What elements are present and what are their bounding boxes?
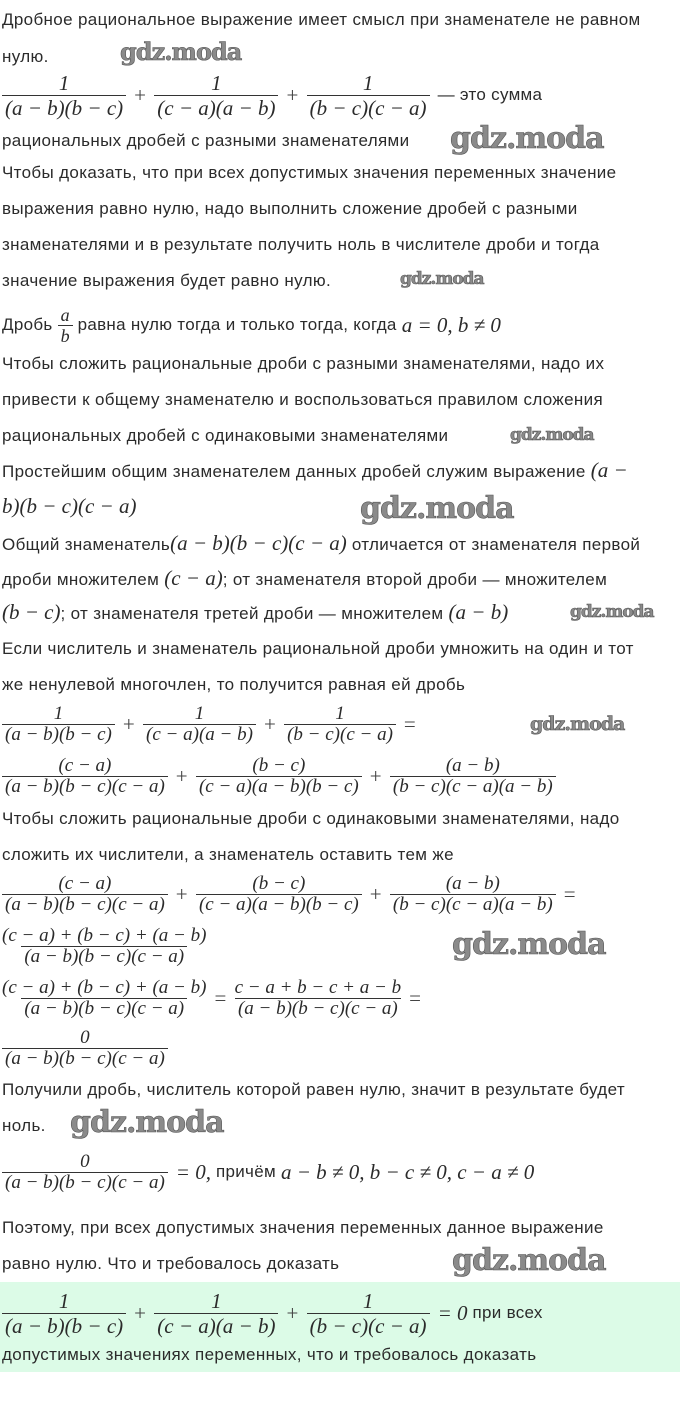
denominator: (a − b)(b − c)(c − a) xyxy=(235,998,401,1019)
text-span: — это сумма xyxy=(437,85,543,104)
fraction xyxy=(196,874,362,915)
equation-row xyxy=(2,869,584,919)
equation-row xyxy=(2,751,556,801)
text-line: нулю. xyxy=(2,47,49,66)
fraction-zero-rule xyxy=(2,300,501,350)
numerator: 1 xyxy=(211,1288,222,1313)
math-operator: + xyxy=(286,82,299,107)
text-line: Получили дробь, числитель которой равен нулю, значит в результате будет xyxy=(2,1080,625,1099)
math-expression: (a − xyxy=(590,458,628,482)
equation-row xyxy=(2,921,206,971)
text-line xyxy=(2,495,136,519)
text-line xyxy=(2,567,607,591)
text-span: ; от знаменателя третей дроби — множителем xyxy=(60,604,444,623)
math-operator: + xyxy=(263,711,277,736)
text-line: значение выражения будет равно нулю. xyxy=(2,271,332,290)
denominator: (a − b)(b − c) xyxy=(2,724,115,745)
fraction xyxy=(2,1289,126,1338)
text-span: Простейшим общим знаменателем данных дробей служим выражение xyxy=(2,462,586,481)
text-line: допустимых значениях переменных, что и требовалось доказать xyxy=(2,1345,537,1364)
text-span: дроби множителем xyxy=(2,570,160,589)
denominator: (a − b)(b − c) xyxy=(2,95,126,120)
watermark: gdz.moda xyxy=(70,1105,224,1140)
math-expression: = 0 xyxy=(437,1300,468,1325)
math-operator: = xyxy=(214,985,227,1010)
denominator: (b − c)(c − a)(a − b) xyxy=(390,776,556,797)
text-line: рациональных дробей с одинаковыми знаменателями xyxy=(2,426,449,445)
text-line: привести к общему знаменателю и воспользоваться правилом сложения xyxy=(2,390,604,409)
math-expression: = 0, xyxy=(175,1159,211,1184)
fraction xyxy=(2,71,126,120)
numerator: (a − b) xyxy=(445,872,500,894)
equation-row xyxy=(2,973,429,1023)
numerator: (a − b) xyxy=(445,754,500,776)
math-operator: + xyxy=(369,763,382,788)
denominator: (b − c)(c − a) xyxy=(284,724,396,745)
fraction xyxy=(2,756,168,797)
numerator: (c − a) + (b − c) + (a − b) xyxy=(2,976,207,998)
fraction xyxy=(307,71,430,120)
fraction xyxy=(307,1289,430,1338)
text-line: Чтобы сложить рациональные дроби с одинаковыми знаменателями, надо xyxy=(2,809,620,828)
denominator: (a − b)(b − c)(c − a) xyxy=(21,946,187,967)
watermark: gdz.moda xyxy=(452,1243,606,1278)
watermark: gdz.moda xyxy=(360,491,514,526)
denominator: (a − b)(b − c)(c − a) xyxy=(2,1172,168,1193)
numerator: 1 xyxy=(211,70,222,95)
fraction xyxy=(154,71,278,120)
equation-row xyxy=(2,1147,534,1197)
math-operator: + xyxy=(134,1300,147,1325)
text-line: же ненулевой многочлен, то получится равная ей дробь xyxy=(2,675,466,694)
fraction xyxy=(2,874,168,915)
fraction xyxy=(154,1289,278,1338)
fraction xyxy=(196,756,362,797)
denominator: (c − a)(a − b)(b − c) xyxy=(196,894,362,915)
denominator: (a − b)(b − c)(c − a) xyxy=(2,894,168,915)
math-operator: + xyxy=(286,1300,299,1325)
denominator: (b − c)(c − a) xyxy=(307,95,430,120)
watermark: gdz.moda xyxy=(120,37,242,66)
math-expression: a = 0, b ≠ 0 xyxy=(401,312,501,337)
denominator: (b − c)(c − a)(a − b) xyxy=(390,894,556,915)
text-span: равна нулю тогда и только тогда, когда xyxy=(77,315,397,334)
math-expression: (a − b)(b − c)(c − a) xyxy=(170,531,347,555)
text-line: Поэтому, при всех допустимых значения переменных данное выражение xyxy=(2,1218,604,1237)
numerator: c − a + b − c + a − b xyxy=(234,976,402,998)
math-operator: + xyxy=(122,711,136,736)
denominator: (a − b)(b − c)(c − a) xyxy=(21,998,187,1019)
math-operator: = xyxy=(403,711,417,736)
watermark: gdz.moda xyxy=(570,602,654,622)
fraction xyxy=(390,756,556,797)
text-span: ; от знаменателя второй дроби — множителем xyxy=(222,570,608,589)
numerator: 1 xyxy=(335,702,345,724)
numerator: 1 xyxy=(362,1288,374,1313)
numerator: 1 xyxy=(362,70,374,95)
watermark: gdz.moda xyxy=(452,927,606,962)
math-operator: = xyxy=(409,985,422,1010)
denominator: (a − b)(b − c)(c − a) xyxy=(2,1048,168,1069)
denominator: (b − c)(c − a) xyxy=(307,1313,430,1338)
text-line: сложить их числители, а знаменатель оставить тем же xyxy=(2,845,454,864)
fraction xyxy=(2,704,115,745)
watermark: gdz.moda xyxy=(530,713,625,735)
watermark: gdz.moda xyxy=(400,269,484,289)
math-expression: b)(b − c)(c − a) xyxy=(2,494,137,518)
numerator: (c − a) xyxy=(58,872,112,894)
numerator: (c − a) xyxy=(58,754,112,776)
text-line: ноль. xyxy=(2,1116,46,1135)
text-line: Если числитель и знаменатель рациональной дроби умножить на один и тот xyxy=(2,639,634,658)
numerator: 0 xyxy=(80,1026,90,1048)
math-expression: (a − b) xyxy=(448,600,509,624)
denominator: (c − a)(a − b) xyxy=(143,724,256,745)
fraction xyxy=(235,978,401,1019)
numerator: (b − c) xyxy=(252,872,306,894)
text-span: отличается от знаменателя первой xyxy=(351,535,641,554)
numerator: 1 xyxy=(58,70,70,95)
expression-row xyxy=(2,70,542,120)
text-span: Дробь xyxy=(2,315,53,334)
text-line xyxy=(2,459,628,483)
denominator: (c − a)(a − b) xyxy=(154,1313,278,1338)
denominator: (c − a)(a − b) xyxy=(154,95,278,120)
math-operator: + xyxy=(369,881,382,906)
math-operator: + xyxy=(175,881,188,906)
equation-row xyxy=(2,1023,168,1073)
text-line: Дробное рациональное выражение имеет смысл при знаменателе не равном xyxy=(2,10,641,29)
fraction xyxy=(284,704,396,745)
text-line: рациональных дробей с разными знаменателями xyxy=(2,131,410,150)
fraction xyxy=(2,978,206,1019)
text-line: выражения равно нулю, надо выполнить сложение дробей с разными xyxy=(2,199,578,218)
text-line: равно нулю. Что и требовалось доказать xyxy=(2,1254,340,1273)
text-span: причём xyxy=(216,1162,276,1181)
numerator: 1 xyxy=(58,1288,70,1313)
text-line xyxy=(2,601,508,625)
text-line: знаменателями и в результате получить ноль в числителе дроби и тогда xyxy=(2,235,600,254)
fraction xyxy=(2,1152,168,1193)
watermark: gdz.moda xyxy=(510,425,594,445)
final-equation xyxy=(2,1288,543,1338)
math-operator: + xyxy=(134,82,147,107)
text-span: при всех xyxy=(472,1303,543,1322)
fraction xyxy=(390,874,556,915)
numerator: 1 xyxy=(53,702,64,724)
math-operator: = xyxy=(563,881,576,906)
text-line xyxy=(2,532,640,556)
denominator: (c − a)(a − b)(b − c) xyxy=(196,776,362,797)
fraction xyxy=(143,704,256,745)
denominator: (a − b)(b − c)(c − a) xyxy=(2,776,168,797)
text-line: Чтобы сложить рациональные дроби с разными знаменателями, надо их xyxy=(2,354,605,373)
watermark: gdz.moda xyxy=(450,121,604,156)
fraction xyxy=(2,1028,168,1069)
numerator: (b − c) xyxy=(252,754,306,776)
denominator: b xyxy=(58,325,73,346)
numerator: a xyxy=(60,304,70,325)
math-expression: a − b ≠ 0, b − c ≠ 0, c − a ≠ 0 xyxy=(281,1159,535,1184)
text-span: Общий знаменатель xyxy=(2,535,171,554)
fraction xyxy=(2,926,206,967)
numerator: (c − a) + (b − c) + (a − b) xyxy=(2,924,207,946)
fraction xyxy=(58,305,73,346)
text-line: Чтобы доказать, что при всех допустимых значения переменных значение xyxy=(2,163,617,182)
denominator: (a − b)(b − c) xyxy=(2,1313,126,1338)
math-expression: (c − a) xyxy=(164,566,223,590)
numerator: 0 xyxy=(80,1150,90,1172)
numerator: 1 xyxy=(194,702,205,724)
math-expression: (b − c) xyxy=(2,600,61,624)
equation-row xyxy=(2,699,424,749)
math-operator: + xyxy=(175,763,188,788)
